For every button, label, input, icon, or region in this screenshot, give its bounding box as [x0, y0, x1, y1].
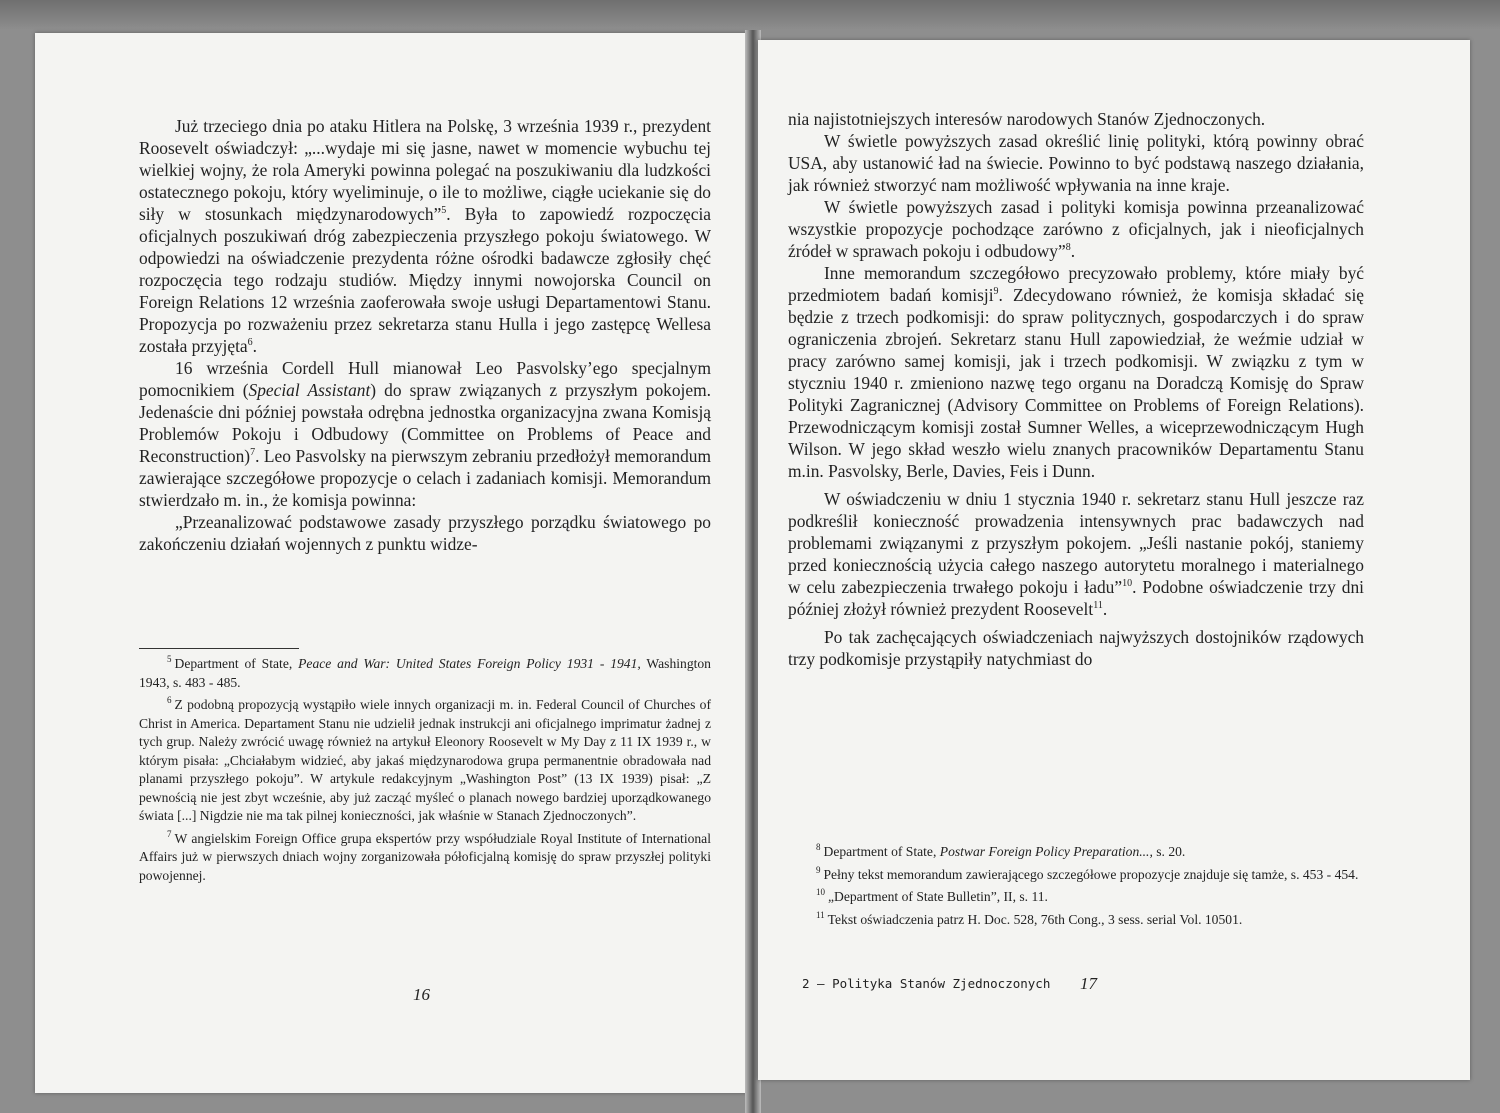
footnote-ref: 11 — [1093, 600, 1103, 612]
footnote-ref: 8 — [1065, 242, 1071, 254]
paragraph: Inne memorandum szczegółowo precyzowało problemy, które miały być przedmiotem badań komisji$^9$. Zdecydowano również, że komisja składać się będzie z trzech podkomisji: do spraw politycznych, gospodarczych i do spraw ograniczenia zbrojeń. Sekretarz stanu Hull zapowiedział, że weźmie udział w pracy zarówno samej komisji, jak i trzech podkomisji. W związku z tym w styczniu 1940 r. zmieniono nazwę tego organu na Doradczą Komisję do Spraw Polityki Zagranicznej (Advisory Committee on Problems of Foreign Relations). Przewodniczącym komisji został Sumner Welles, a wiceprzewodniczącym Hugh Wilson. W jego skład weszło wielu znanych pracowników Departamentu Stanu m.in. Pasvolsky, Berle, Davies, Feis i Dunn. — [788, 263, 1364, 481]
paragraph: Po tak zachęcających oświadczeniach najwyższych dostojników rządowych trzy podkomisje przystąpiły natychmiast do — [788, 627, 1364, 669]
paragraph: nia najistotniejszych interesów narodowych Stanów Zjednoczonych. — [788, 109, 1266, 129]
footnote-ref: 10 — [1122, 578, 1133, 590]
left-footnotes — [139, 655, 711, 885]
footnote: $^6$ Z podobną propozycją wystąpiło wiele innych organizacji m. in. Federal Council of Churches of Christ in America. Departament Stanu nie udzielił jednak instrukcji ani oficjalnego imprimatur żadnej z tych grup. Należy zwrócić uwagę również na artykuł Eleonory Roosevelt w My Day z 11 IX 1939 r., w którym pisała: „Chciałabym widzieć, aby jakaś międzynarodowa grupa permanentnie obradowała nad planami przyszłego pokoju”. W artykule redakcyjnym „Washington Post” (13 IX 1939) pisał: „Z pewnością nie jest zbyt wcześnie, aby już zacząć myśleć o planach nowego bardziej uporządkowanego świata [...] Nigdzie nie ma tak pilnej konieczności, jak właśnie w Stanach Zjednoczonych”. — [139, 695, 711, 823]
paragraph: Już trzeciego dnia po ataku Hitlera na Polskę, 3 września 1939 r., prezydent Roosevelt oświadczył: „...wydaje mi się jasne, nawet w momencie wybuchu tej wielkiej wojny, że rola Ameryki powinna polegać na poszukiwaniu dla ludzkości ostatecznego pokoju, który wyeliminuje, o ile to możliwe, ciągłe uciekanie się do siły w stosunkach międzynarodowych”$^5$. Była to zapowiedź rozpoczęcia oficjalnych poszukiwań dróg zabezpieczenia przyszłego pokoju światowego. W odpowiedzi na oświadczenie prezydenta różne ośrodki badawcze zgłosiły chęć rozpoczęcia tego rodzaju studiów. Między innymi nowojorska Council on Foreign Relations 12 września zaoferowała swoje usługi Departamentowi Stanu. Propozycja po rozważeniu przez sekretarza stanu Hulla i jego zastępcę Wellesa została przyjęta$^6$. — [139, 116, 712, 356]
footnote-divider — [139, 648, 299, 649]
left-page-body — [139, 115, 711, 555]
footnote: $^5$ Department of State, Peace and War: United States Foreign Policy 1931 - 1941, Washington 1943, s. 483 - 485. — [139, 654, 711, 690]
page-number: 17 — [1080, 974, 1097, 993]
page-number: 16 — [413, 985, 430, 1004]
footnote-ref: 5 — [441, 205, 447, 217]
paragraph: 16 września Cordell Hull mianował Leo Pasvolsky’ego specjalnym pomocnikiem (Special Assistant) do spraw związanych z przyszłym pokojem. Jedenaście dni później powstała odrębna jednostka organizacyjna zwana Komisją Problemów Pokoju i Odbudowy (Committee on Problems of Peace and Reconstruction)$^7$. Leo Pasvolsky na pierwszym zebraniu przedłożył memorandum zawierające szczegółowe propozycje o celach i zadaniach komisji. Memorandum stwierdzało m. in., że komisja powinna: — [139, 358, 711, 510]
footnote: $^{10}$ „Department of State Bulletin”, II, s. 11. — [816, 887, 1048, 904]
paragraph: W oświadczeniu w dniu 1 stycznia 1940 r. sekretarz stanu Hull jeszcze raz podkreślił konieczność prowadzenia intensywnych prac badawczych nad problemami związanymi z przyszłym pokojem. „Jeśli nastanie pokój, staniemy przed koniecznością użycia całego naszego autorytetu moralnego i materialnego w celu zabezpieczenia trwałego pokoju i ładu”$^{10}$. Podobne oświadczenie trzy dni później złożył również prezydent Roosevelt$^{11}$. — [788, 489, 1364, 619]
paragraph: W świetle powyższych zasad i polityki komisja powinna przeanalizować wszystkie propozycje pochodzące zarówno z oficjalnych, jak i nieoficjalnych źródeł w sprawach pokoju i odbudowy”$^8$. — [788, 197, 1364, 261]
footnote: $^9$ Pełny tekst memorandum zawierającego szczegółowe propozycje znajduje się tamże, s. 453 - 454. — [816, 864, 1359, 882]
footnote-ref: 6 — [247, 337, 253, 349]
paragraph: „Przeanalizować podstawowe zasady przyszłego porządku światowego po zakończeniu działań wojennych z punktu widze- — [139, 512, 711, 554]
footnote: $^7$ W angielskim Foreign Office grupa ekspertów przy współudziale Royal Institute of International Affairs już w pierwszych dniach wojny zorganizowała półoficjalną komisję do spraw przyszłej polityki powojennej. — [139, 828, 711, 883]
paragraph: W świetle powyższych zasad określić linię polityki, którą powinny obrać USA, aby ustanowić ład na świecie. Powinno to być podstawą naszego działania, jak również stworzyć nam możliwość wpływania na inne kraje. — [788, 131, 1364, 195]
printer-signature: 2 — Polityka Stanów Zjednoczonych — [802, 976, 1051, 991]
italic-term: Special Assistant — [248, 380, 371, 400]
right-page — [758, 40, 1470, 1080]
right-footnotes — [788, 843, 1364, 929]
left-page — [35, 33, 747, 1093]
right-page-body — [788, 108, 1364, 670]
footnote-ref: 7 — [250, 447, 256, 459]
footnote-ref: 9 — [993, 286, 999, 298]
footnote: $^{11}$ Tekst oświadczenia patrz H. Doc. 528, 76th Cong., 3 sess. serial Vol. 10501. — [816, 909, 1243, 927]
footnote: $^8$ Department of State, Postwar Foreign Policy Preparation..., s. 20. — [816, 842, 1186, 859]
scanner-background — [0, 0, 1500, 30]
